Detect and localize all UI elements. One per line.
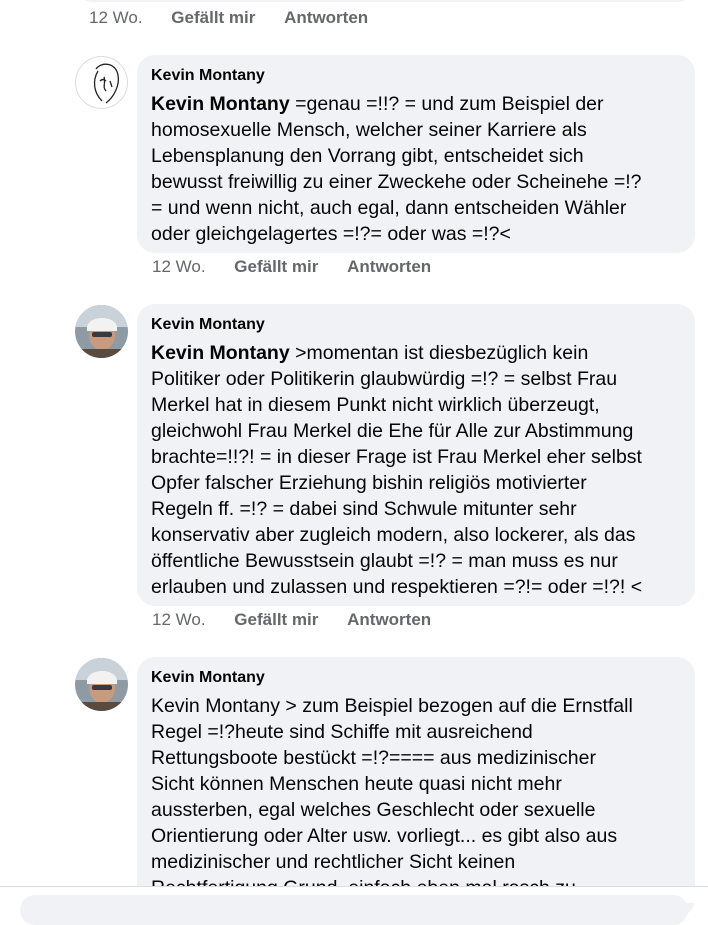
comment-meta-previous bbox=[89, 8, 392, 28]
comment-body: =genau =!!? = und zum Beispiel der homosexuelle Mensch, welcher seiner Karriere als Lebensplanung den Vorrang gibt, entscheidet sich bewusst freiwillig zu einer Zweckehe oder Scheinehe =!? = und wenn nicht, auch egal, dann entscheiden Wähler oder gleichgelagertes =!?= oder was =!?< bbox=[151, 93, 642, 245]
comment-author[interactable]: Kevin Montany bbox=[151, 67, 265, 84]
comment-text bbox=[151, 91, 681, 247]
comment-bubble bbox=[137, 657, 695, 917]
comment-text: Kevin Montany > zum Beispiel bezogen auf die Ernstfall Regel =!?heute sind Schiffe mit ausreichend Rettungsboote bestückt =!?==== aus medizinischer Sicht können Menschen heute quasi nicht mehr aussterben, egal welches Geschlecht oder sexuelle Orientierung oder Alter usw. vorliegt... es gibt also aus medizinischer und rechtlicher Sicht keinen bbox=[151, 695, 633, 873]
comment-author[interactable]: Kevin Montany bbox=[151, 316, 265, 333]
comment-author[interactable]: Kevin Montany bbox=[151, 669, 265, 686]
previous-comment-bubble bbox=[75, 0, 695, 2]
comment-time: 12 Wo. bbox=[89, 8, 143, 27]
like-button[interactable]: Gefällt mir bbox=[234, 257, 319, 276]
avatar[interactable] bbox=[75, 658, 128, 711]
comment-input[interactable] bbox=[20, 895, 688, 925]
comment-time: 12 Wo. bbox=[152, 257, 206, 276]
reply-button[interactable]: Antworten bbox=[347, 257, 432, 276]
comment-meta bbox=[152, 610, 455, 630]
like-button[interactable]: Gefällt mir bbox=[171, 8, 256, 27]
comment-bubble bbox=[137, 55, 695, 253]
avatar[interactable] bbox=[75, 305, 128, 358]
comment-body: >momentan ist diesbezüglich kein Politiker oder Politikerin glaubwürdig =!? = selbst Frau Merkel hat in diesem Punkt nicht wirklich überzeugt, gleichwohl Frau Merkel die Ehe für Alle zur Abstimmung brachte=!!?! = in dieser Frage ist Frau Merkel eher selbst Opfer falscher Erziehung bishin religiös motivierter Regeln ff. =!? = dabei sind Schwule mitunter sehr konservativ aber zugleich modern, also lockerer, als das öffentliche Bewusstsein glaubt =!? = man muss es nur erlauben und zulassen und respektieren =?!= oder =!?! < bbox=[151, 342, 643, 598]
like-button[interactable]: Gefällt mir bbox=[234, 610, 319, 629]
comment-time: 12 Wo. bbox=[152, 610, 206, 629]
comment-composer-bar bbox=[0, 886, 708, 903]
comment-meta bbox=[152, 257, 455, 277]
mention-link[interactable]: Kevin Montany bbox=[151, 93, 290, 115]
reply-button[interactable]: Antworten bbox=[284, 8, 369, 27]
reply-button[interactable]: Antworten bbox=[347, 610, 432, 629]
mention-link[interactable]: Kevin Montany bbox=[151, 342, 290, 364]
comment-bubble bbox=[137, 304, 695, 606]
avatar[interactable] bbox=[75, 56, 128, 109]
comment-text bbox=[151, 340, 681, 600]
